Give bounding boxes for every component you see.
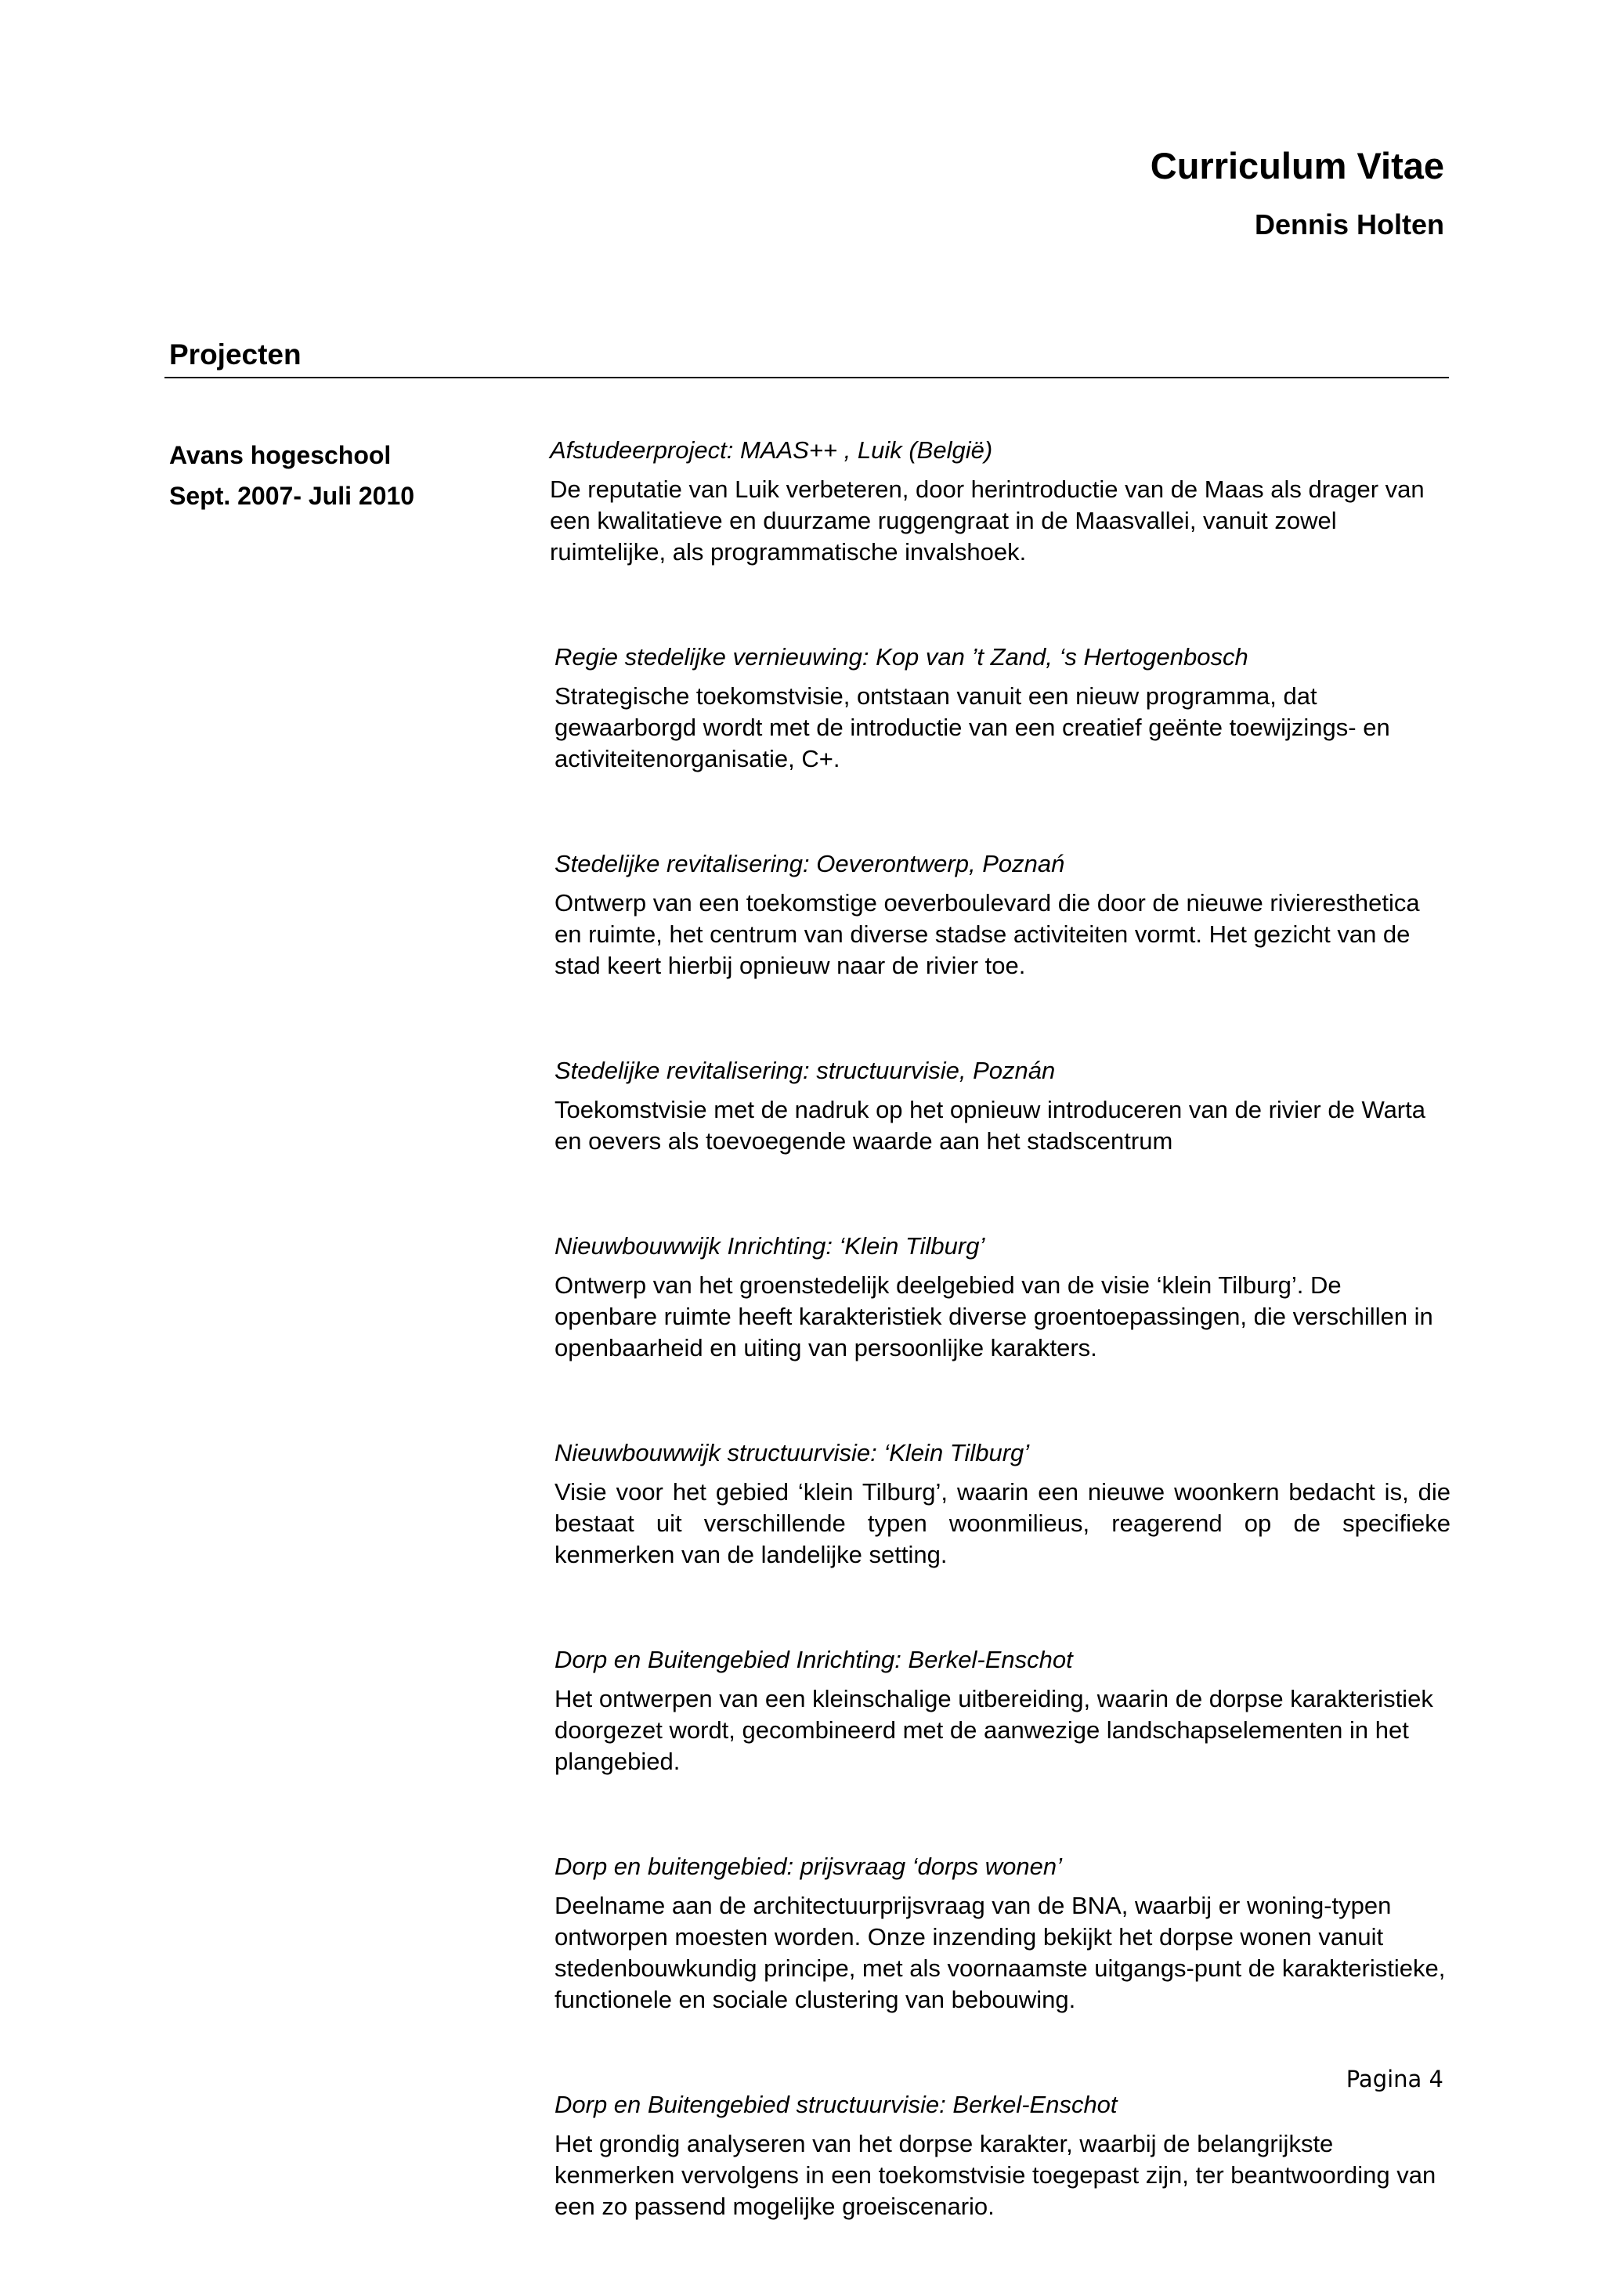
project-entry: [555, 1055, 1450, 1157]
project-title: Stedelijke revitalisering: structuurvisie, Poznán: [555, 1057, 1056, 1084]
person-name: Dennis Holten: [1254, 208, 1444, 240]
project-description: De reputatie van Luik verbeteren, door herintroductie van de Maas als drager van een kwalitatieve en duurzame ruggengraat in de Maasvallei, vanuit zowel ruimtelijke, als programmatische invalshoek.: [550, 475, 1425, 566]
section-heading: Projecten: [169, 338, 302, 371]
project-entry: [555, 1644, 1450, 1777]
education-period: Sept. 2007- Juli 2010: [169, 482, 415, 510]
project-description: Visie voor het gebied ‘klein Tilburg’, waarin een nieuwe woonkern bedacht is, die bestaat uit verschillende typen woonmilieus, reagerend op de specifieke kenmerken van de landelijke setting.: [555, 1478, 1450, 1568]
project-title: Nieuwbouwwijk Inrichting: ‘Klein Tilburg’: [555, 1232, 985, 1260]
project-title: Dorp en Buitengebied Inrichting: Berkel-Enschot: [555, 1646, 1073, 1673]
project-description: Toekomstvisie met de nadruk op het opnieuw introduceren van de rivier de Warta en oevers als toevoegende waarde aan het stadscentrum: [555, 1096, 1425, 1155]
project-entry: [555, 1231, 1450, 1364]
education-column: [169, 435, 522, 516]
page-number: Pagina 4: [1346, 2066, 1443, 2092]
project-description: Het grondig analyseren van het dorpse karakter, waarbij de belangrijkste kenmerken vervolgens in een toekomstvisie toegepast zijn, ter beantwoording van een zo passend mogelijke groeiscenario.: [555, 2130, 1436, 2220]
project-description: Het ontwerpen van een kleinschalige uitbereiding, waarin de dorpse karakteristiek doorgezet wordt, gecombineerd met de aanwezige landschapselementen in het plangebied.: [555, 1685, 1433, 1775]
document-title: Curriculum Vitae: [1150, 145, 1444, 186]
project-entry: [555, 848, 1450, 982]
project-entry: [555, 642, 1450, 775]
project-title: Dorp en buitengebied: prijsvraag ‘dorps wonen’: [555, 1853, 1062, 1880]
project-description: Ontwerp van het groenstedelijk deelgebied van de visie ‘klein Tilburg’. De openbare ruimte heeft karakteristiek diverse groentoepassingen, die verschillen in openbaarheid en uiting van persoonlijke karakters.: [555, 1271, 1433, 1361]
projects-column: [550, 435, 1450, 2296]
project-description: Deelname aan de architectuurprijsvraag van de BNA, waarbij er woning-typen ontworpen moesten worden. Onze inzending bekijkt het dorpse wonen vanuit stedenbouwkundig principe, met als voornaamste uitgangs-punt de karakteristieke, functionele en sociale clustering van bebouwing.: [555, 1892, 1446, 2013]
project-entry: [555, 2089, 1450, 2222]
section-divider: [164, 377, 1449, 378]
project-entry: [550, 435, 1450, 568]
project-entry: [555, 1851, 1450, 2016]
project-title: Nieuwbouwwijk structuurvisie: ‘Klein Tilburg’: [555, 1439, 1030, 1466]
project-description: Strategische toekomstvisie, ontstaan vanuit een nieuw programma, dat gewaarborgd wordt met de introductie van een creatief geënte toewijzings- en activiteitenorganisatie, C+.: [555, 682, 1390, 772]
project-entry: [555, 1437, 1450, 1571]
institution-name: Avans hogeschool: [169, 441, 392, 469]
project-title: Stedelijke revitalisering: Oeverontwerp, Poznań: [555, 850, 1065, 877]
project-description: Ontwerp van een toekomstige oeverboulevard die door de nieuwe rivieresthetica en ruimte, het centrum van diverse stadse activiteiten vormt. Het gezicht van de stad keert hierbij opnieuw naar de rivier toe.: [555, 889, 1420, 979]
project-title: Regie stedelijke vernieuwing: Kop van ’t Zand, ‘s Hertogenbosch: [555, 643, 1248, 671]
project-title: Afstudeerproject: MAAS++ , Luik (België): [550, 436, 993, 464]
project-title: Dorp en Buitengebied structuurvisie: Berkel-Enschot: [555, 2091, 1118, 2118]
